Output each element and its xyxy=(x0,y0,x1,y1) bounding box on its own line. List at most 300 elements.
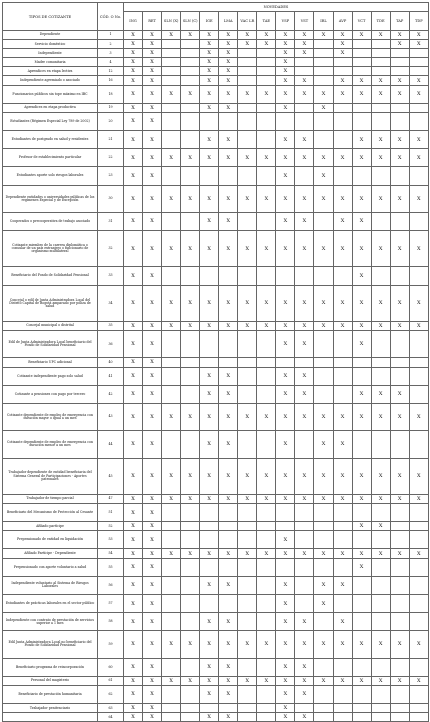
novedad-mark-cell: X xyxy=(238,40,257,49)
novedad-mark-cell: X xyxy=(124,613,143,631)
novedad-mark-cell: X xyxy=(295,31,314,40)
cod-cell: 3 xyxy=(98,49,124,58)
novedad-mark-cell: X xyxy=(371,385,390,403)
novedad-mark-cell xyxy=(238,658,257,676)
novedad-mark-cell xyxy=(200,594,219,612)
novedad-mark-cell xyxy=(295,103,314,112)
table-row xyxy=(3,549,429,558)
novedad-mark-cell: X xyxy=(390,40,409,49)
novedad-mark-cell: X xyxy=(333,185,352,212)
cod-cell: 23 xyxy=(98,167,124,185)
novedad-mark-cell xyxy=(200,704,219,713)
novedad-mark-cell: X xyxy=(409,676,428,685)
cod-cell: 1 xyxy=(98,31,124,40)
novedad-mark-cell: X xyxy=(124,212,143,230)
novedad-mark-cell xyxy=(409,103,428,112)
novedad-mark-cell: X xyxy=(143,76,162,85)
novedad-mark-cell xyxy=(257,58,276,67)
novedad-mark-cell: X xyxy=(162,185,181,212)
tipo-cotizante-cell: Independiente con contrato de prestación de servicios superior a 1 mes xyxy=(3,613,98,631)
novedad-mark-cell: X xyxy=(333,431,352,458)
novedad-mark-cell xyxy=(162,76,181,85)
novedad-mark-cell xyxy=(371,331,390,358)
novedad-mark-cell xyxy=(352,594,371,612)
cod-cell: 34 xyxy=(98,285,124,321)
novedad-mark-cell xyxy=(238,112,257,130)
novedad-mark-cell: X xyxy=(333,285,352,321)
novedad-mark-cell xyxy=(314,558,333,576)
novedad-mark-cell: X xyxy=(143,331,162,358)
tipo-cotizante-cell: Beneficiario del Fondo de Solidaridad Pensional xyxy=(3,267,98,285)
table-row xyxy=(3,676,429,685)
novedad-mark-cell: X xyxy=(295,185,314,212)
novedad-mark-cell xyxy=(295,558,314,576)
novedad-mark-cell xyxy=(314,503,333,521)
table-row xyxy=(3,558,429,576)
novedad-mark-cell xyxy=(162,103,181,112)
tipo-cotizante-cell: Dependiente entidades o universidades públicas de los regímenes Especial y de Excepción xyxy=(3,185,98,212)
novedad-mark-cell xyxy=(257,67,276,76)
novedad-mark-cell: X xyxy=(352,185,371,212)
novedad-mark-cell: X xyxy=(371,149,390,167)
novedad-mark-cell xyxy=(238,576,257,594)
novedad-mark-cell xyxy=(238,522,257,531)
novedad-mark-cell: X xyxy=(314,676,333,685)
novedad-mark-cell xyxy=(390,576,409,594)
novedad-mark-cell xyxy=(238,531,257,549)
novedad-mark-cell: X xyxy=(390,385,409,403)
novedad-mark-cell: X xyxy=(390,85,409,103)
cod-cell: 57 xyxy=(98,594,124,612)
tipo-cotizante-cell: Madre comunitaria xyxy=(3,58,98,67)
table-row xyxy=(3,631,429,658)
novedad-mark-cell xyxy=(181,58,200,67)
novedad-mark-cell xyxy=(219,331,238,358)
novedad-mark-cell: X xyxy=(409,631,428,658)
novedad-mark-cell: X xyxy=(314,103,333,112)
novedad-mark-cell xyxy=(409,558,428,576)
header-cod: CÓD. O No. xyxy=(98,3,124,31)
novedad-mark-cell xyxy=(314,131,333,149)
novedad-mark-cell: X xyxy=(200,458,219,494)
novedad-mark-cell xyxy=(409,685,428,703)
novedad-mark-cell: X xyxy=(276,613,295,631)
novedad-mark-cell xyxy=(162,40,181,49)
col-header: RET xyxy=(143,12,162,31)
novedad-mark-cell: X xyxy=(276,576,295,594)
novedad-mark-cell: X xyxy=(124,576,143,594)
novedad-mark-cell: X xyxy=(143,576,162,594)
novedad-mark-cell xyxy=(257,558,276,576)
novedad-mark-cell: X xyxy=(314,403,333,430)
novedad-mark-cell: X xyxy=(124,31,143,40)
novedad-mark-cell: X xyxy=(409,131,428,149)
novedad-mark-cell: X xyxy=(124,58,143,67)
table-body xyxy=(3,31,429,722)
novedad-mark-cell xyxy=(371,67,390,76)
novedad-mark-cell xyxy=(181,704,200,713)
novedad-mark-cell xyxy=(295,167,314,185)
table-row xyxy=(3,103,429,112)
novedad-mark-cell xyxy=(181,131,200,149)
novedad-mark-cell xyxy=(409,594,428,612)
novedad-mark-cell: X xyxy=(371,676,390,685)
novedad-mark-cell xyxy=(314,713,333,722)
cod-cell: 30 xyxy=(98,185,124,212)
novedad-mark-cell: X xyxy=(181,85,200,103)
tipo-cotizante-cell: Afiliado partícipe xyxy=(3,522,98,531)
novedad-mark-cell: X xyxy=(276,658,295,676)
novedad-mark-cell: X xyxy=(238,149,257,167)
novedad-mark-cell: X xyxy=(124,531,143,549)
novedad-mark-cell xyxy=(390,503,409,521)
novedad-mark-cell: X xyxy=(143,522,162,531)
novedad-mark-cell: X xyxy=(276,58,295,67)
tipo-cotizante-cell: Profesor de establecimiento particular xyxy=(3,149,98,167)
cod-cell: 58 xyxy=(98,613,124,631)
novedad-mark-cell xyxy=(219,704,238,713)
novedad-mark-cell: X xyxy=(333,676,352,685)
col-header: TDE xyxy=(371,12,390,31)
novedad-mark-cell: X xyxy=(333,76,352,85)
novedad-mark-cell xyxy=(295,431,314,458)
novedad-mark-cell: X xyxy=(295,685,314,703)
novedad-mark-cell: X xyxy=(143,558,162,576)
novedad-mark-cell: X xyxy=(371,458,390,494)
cod-cell: 19 xyxy=(98,103,124,112)
novedad-mark-cell xyxy=(390,594,409,612)
novedad-mark-cell: X xyxy=(143,112,162,130)
novedad-mark-cell xyxy=(409,658,428,676)
table-row xyxy=(3,713,429,722)
novedad-mark-cell xyxy=(371,704,390,713)
novedad-mark-cell xyxy=(371,594,390,612)
novedad-mark-cell xyxy=(181,531,200,549)
novedad-mark-cell xyxy=(314,613,333,631)
novedad-mark-cell xyxy=(257,212,276,230)
novedad-mark-cell: X xyxy=(219,385,238,403)
novedad-mark-cell: X xyxy=(352,331,371,358)
cod-cell: 47 xyxy=(98,494,124,503)
novedad-mark-cell xyxy=(295,531,314,549)
novedad-mark-cell: X xyxy=(143,40,162,49)
novedad-mark-cell: X xyxy=(124,503,143,521)
cod-cell: 52 xyxy=(98,522,124,531)
novedad-mark-cell: X xyxy=(124,149,143,167)
table-row xyxy=(3,31,429,40)
novedad-mark-cell xyxy=(314,385,333,403)
novedad-mark-cell: X xyxy=(238,494,257,503)
novedad-mark-cell xyxy=(257,367,276,385)
novedad-mark-cell: X xyxy=(200,685,219,703)
novedad-mark-cell: X xyxy=(371,76,390,85)
table-row xyxy=(3,704,429,713)
novedad-mark-cell: X xyxy=(276,131,295,149)
novedad-mark-cell: X xyxy=(314,322,333,331)
cod-cell: 55 xyxy=(98,558,124,576)
novedad-mark-cell: X xyxy=(295,367,314,385)
novedad-mark-cell: X xyxy=(333,403,352,430)
tipo-cotizante-cell: Cotizante independiente pago solo salud xyxy=(3,367,98,385)
novedad-mark-cell xyxy=(314,367,333,385)
novedad-mark-cell: X xyxy=(295,231,314,267)
novedad-mark-cell: X xyxy=(333,212,352,230)
novedad-mark-cell: X xyxy=(200,385,219,403)
novedad-mark-cell xyxy=(314,112,333,130)
novedad-mark-cell: X xyxy=(352,231,371,267)
novedad-mark-cell: X xyxy=(162,549,181,558)
tipo-cotizante-cell: Concejal municipal o distrital xyxy=(3,322,98,331)
novedad-mark-cell: X xyxy=(352,31,371,40)
cod-cell: 43 xyxy=(98,403,124,430)
novedad-mark-cell xyxy=(162,58,181,67)
novedad-mark-cell xyxy=(409,358,428,367)
novedad-mark-cell: X xyxy=(143,549,162,558)
tipo-cotizante-cell: Prepensionado de entidad en liquidación xyxy=(3,531,98,549)
novedad-mark-cell xyxy=(238,431,257,458)
novedad-mark-cell: X xyxy=(219,31,238,40)
cod-cell: 35 xyxy=(98,322,124,331)
novedad-mark-cell xyxy=(314,67,333,76)
novedad-mark-cell xyxy=(333,713,352,722)
novedad-mark-cell: X xyxy=(124,67,143,76)
cod-cell: 42 xyxy=(98,385,124,403)
table-row xyxy=(3,285,429,321)
novedad-mark-cell xyxy=(257,358,276,367)
novedad-mark-cell xyxy=(162,385,181,403)
novedad-mark-cell xyxy=(276,503,295,521)
novedad-mark-cell: X xyxy=(124,322,143,331)
novedad-mark-cell: X xyxy=(143,431,162,458)
novedad-mark-cell xyxy=(314,685,333,703)
tipo-cotizante-cell: Independiente agremiado o asociado xyxy=(3,76,98,85)
novedad-mark-cell: X xyxy=(295,713,314,722)
novedad-mark-cell: X xyxy=(257,676,276,685)
novedad-mark-cell: X xyxy=(219,58,238,67)
novedad-mark-cell xyxy=(352,576,371,594)
novedad-mark-cell: X xyxy=(371,403,390,430)
novedad-mark-cell: X xyxy=(162,85,181,103)
novedad-mark-cell xyxy=(238,58,257,67)
novedad-mark-cell xyxy=(219,358,238,367)
novedad-mark-cell: X xyxy=(143,67,162,76)
novedad-mark-cell: X xyxy=(200,549,219,558)
novedad-mark-cell: X xyxy=(219,149,238,167)
novedad-mark-cell: X xyxy=(238,285,257,321)
tipo-cotizante-cell: Funcionarios públicos sin tope máximo en IBC xyxy=(3,85,98,103)
novedad-mark-cell xyxy=(238,103,257,112)
novedad-mark-cell xyxy=(409,576,428,594)
novedad-mark-cell: X xyxy=(276,431,295,458)
novedad-mark-cell: X xyxy=(143,613,162,631)
novedad-mark-cell xyxy=(257,594,276,612)
novedad-mark-cell xyxy=(371,167,390,185)
novedad-mark-cell: X xyxy=(276,594,295,612)
novedad-mark-cell xyxy=(276,558,295,576)
novedad-mark-cell: X xyxy=(162,458,181,494)
cod-cell: 31 xyxy=(98,212,124,230)
novedad-mark-cell xyxy=(314,531,333,549)
novedad-mark-cell: X xyxy=(276,212,295,230)
tipo-cotizante-cell: Aprendices en etapa productiva xyxy=(3,103,98,112)
novedad-mark-cell: X xyxy=(333,85,352,103)
novedad-mark-cell: X xyxy=(314,285,333,321)
novedad-mark-cell: X xyxy=(295,658,314,676)
novedad-mark-cell: X xyxy=(143,631,162,658)
novedad-mark-cell: X xyxy=(352,631,371,658)
novedad-mark-cell: X xyxy=(238,403,257,430)
novedad-mark-cell: X xyxy=(257,85,276,103)
table-row xyxy=(3,358,429,367)
novedad-mark-cell xyxy=(181,76,200,85)
novedad-mark-cell xyxy=(181,503,200,521)
novedad-mark-cell xyxy=(257,685,276,703)
novedad-mark-cell xyxy=(409,522,428,531)
cod-cell: 44 xyxy=(98,431,124,458)
novedad-mark-cell xyxy=(219,167,238,185)
col-header: LMA xyxy=(219,12,238,31)
novedad-mark-cell xyxy=(352,40,371,49)
novedad-mark-cell xyxy=(181,658,200,676)
novedad-mark-cell xyxy=(162,594,181,612)
novedad-mark-cell: X xyxy=(238,185,257,212)
novedad-mark-cell: X xyxy=(333,549,352,558)
novedad-mark-cell xyxy=(390,658,409,676)
novedad-mark-cell xyxy=(162,613,181,631)
novedad-mark-cell: X xyxy=(276,458,295,494)
novedad-mark-cell xyxy=(181,103,200,112)
novedad-mark-cell: X xyxy=(200,85,219,103)
novedad-mark-cell: X xyxy=(390,458,409,494)
novedad-mark-cell: X xyxy=(124,185,143,212)
novedad-mark-cell: X xyxy=(124,49,143,58)
novedad-mark-cell xyxy=(257,658,276,676)
novedad-mark-cell: X xyxy=(181,285,200,321)
tipo-cotizante-cell: Personal del magisterio xyxy=(3,676,98,685)
novedad-mark-cell: X xyxy=(143,385,162,403)
novedad-mark-cell: X xyxy=(143,58,162,67)
tipo-cotizante-cell: Cotizante a pensiones con pago por tercero xyxy=(3,385,98,403)
novedad-mark-cell xyxy=(409,112,428,130)
novedad-mark-cell xyxy=(352,431,371,458)
novedad-mark-cell xyxy=(238,704,257,713)
novedad-mark-cell xyxy=(276,112,295,130)
novedad-mark-cell: X xyxy=(238,322,257,331)
novedad-mark-cell xyxy=(352,503,371,521)
novedad-mark-cell xyxy=(314,658,333,676)
novedad-mark-cell xyxy=(181,267,200,285)
novedad-mark-cell: X xyxy=(295,285,314,321)
novedad-mark-cell xyxy=(181,49,200,58)
novedad-mark-cell xyxy=(257,76,276,85)
tipo-cotizante-cell: Beneficiario UPC adicional xyxy=(3,358,98,367)
cod-cell: 59 xyxy=(98,631,124,658)
novedad-mark-cell xyxy=(390,531,409,549)
novedad-mark-cell: X xyxy=(390,403,409,430)
novedad-mark-cell: X xyxy=(143,149,162,167)
novedad-mark-cell xyxy=(371,40,390,49)
novedad-mark-cell xyxy=(181,522,200,531)
novedad-mark-cell xyxy=(162,331,181,358)
novedad-mark-cell: X xyxy=(333,613,352,631)
novedad-mark-cell: X xyxy=(390,322,409,331)
novedad-mark-cell: X xyxy=(124,331,143,358)
novedad-mark-cell: X xyxy=(200,676,219,685)
header-tipo-cotizante: TIPOS DE COTIZANTE xyxy=(3,3,98,31)
novedad-mark-cell: X xyxy=(238,85,257,103)
novedad-mark-cell: X xyxy=(409,76,428,85)
table-row xyxy=(3,67,429,76)
novedad-mark-cell: X xyxy=(333,49,352,58)
table-row xyxy=(3,576,429,594)
novedad-mark-cell xyxy=(314,58,333,67)
novedad-mark-cell xyxy=(333,367,352,385)
novedad-mark-cell xyxy=(181,594,200,612)
novedad-mark-cell: X xyxy=(143,322,162,331)
novedad-mark-cell: X xyxy=(390,31,409,40)
novedad-mark-cell: X xyxy=(219,658,238,676)
novedad-mark-cell: X xyxy=(409,31,428,40)
novedad-mark-cell xyxy=(314,49,333,58)
novedad-mark-cell xyxy=(257,331,276,358)
novedad-mark-cell: X xyxy=(276,403,295,430)
novedad-mark-cell: X xyxy=(143,531,162,549)
novedad-mark-cell xyxy=(200,503,219,521)
novedad-mark-cell: X xyxy=(257,631,276,658)
novedad-mark-cell xyxy=(371,49,390,58)
novedad-mark-cell: X xyxy=(352,458,371,494)
novedad-mark-cell: X xyxy=(295,49,314,58)
novedad-mark-cell: X xyxy=(295,631,314,658)
table-row xyxy=(3,594,429,612)
table-row xyxy=(3,403,429,430)
cod-cell: 54 xyxy=(98,549,124,558)
novedad-mark-cell xyxy=(257,503,276,521)
novedad-mark-cell: X xyxy=(143,31,162,40)
novedad-mark-cell xyxy=(333,58,352,67)
tipo-cotizante-cell: Aprendices en etapa lectiva xyxy=(3,67,98,76)
cod-cell: 62 xyxy=(98,685,124,703)
novedad-mark-cell: X xyxy=(200,322,219,331)
novedad-mark-cell: X xyxy=(333,631,352,658)
novedad-mark-cell xyxy=(352,103,371,112)
novedad-mark-cell: X xyxy=(219,403,238,430)
novedad-mark-cell: X xyxy=(371,494,390,503)
novedad-mark-cell xyxy=(409,385,428,403)
novedad-mark-cell xyxy=(390,167,409,185)
novedad-mark-cell: X xyxy=(295,494,314,503)
novedad-mark-cell: X xyxy=(124,112,143,130)
novedad-mark-cell xyxy=(257,167,276,185)
novedad-mark-cell xyxy=(333,385,352,403)
novedad-mark-cell: X xyxy=(352,385,371,403)
novedad-mark-cell: X xyxy=(181,231,200,267)
novedad-mark-cell: X xyxy=(295,322,314,331)
novedad-mark-cell: X xyxy=(219,76,238,85)
col-header: VAC LR xyxy=(238,12,257,31)
tipo-cotizante-cell: Beneficiario programa de reincorporación xyxy=(3,658,98,676)
novedad-mark-cell: X xyxy=(124,103,143,112)
novedad-mark-cell: X xyxy=(124,131,143,149)
novedad-mark-cell xyxy=(352,112,371,130)
novedad-mark-cell: X xyxy=(295,40,314,49)
novedad-mark-cell: X xyxy=(390,549,409,558)
novedad-mark-cell: X xyxy=(162,494,181,503)
novedad-mark-cell xyxy=(181,576,200,594)
novedad-mark-cell xyxy=(162,685,181,703)
novedad-mark-cell: X xyxy=(200,613,219,631)
novedad-mark-cell xyxy=(409,704,428,713)
